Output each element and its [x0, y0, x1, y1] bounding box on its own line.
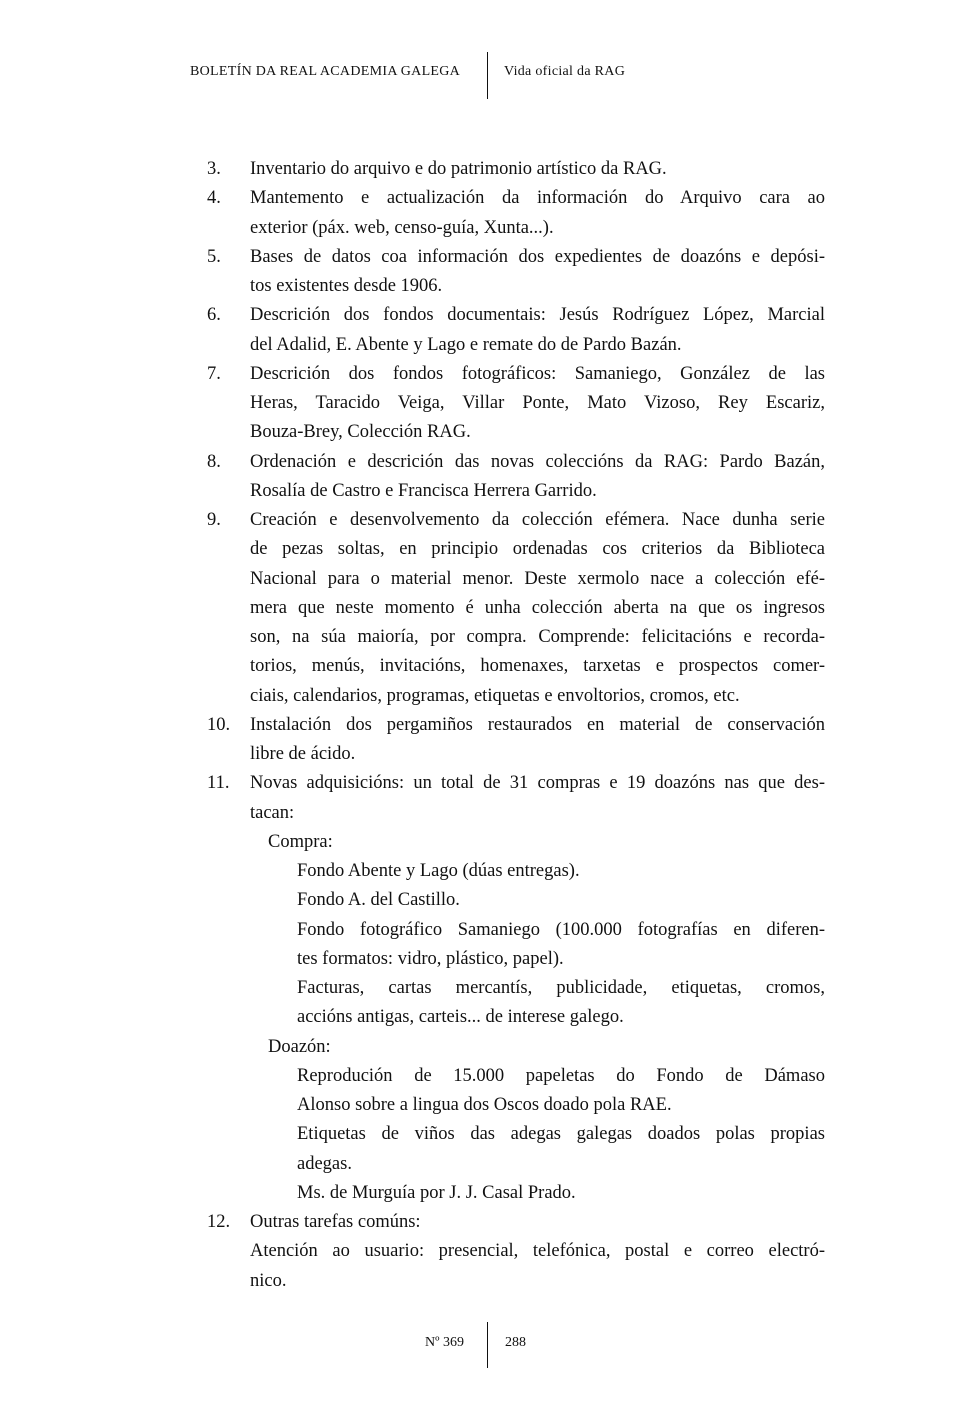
section-title: Vida oficial da RAG [504, 64, 626, 79]
acquisition-entry-line: Ms. de Murguía por J. J. Casal Prado. [297, 1182, 576, 1203]
list-item-line: Outras tarefas comúns: [250, 1212, 421, 1232]
list-item-line: Novas adquisicións: un total de 31 compras e 19 doazóns nas que des- [250, 773, 825, 794]
list-item-line: son, na súa maioría, por compra. Comprende: felicitacións e recorda- [250, 627, 825, 647]
list-item-line: Ordenación e descrición das novas coleccións da RAG: Pardo Bazán, [250, 451, 825, 472]
list-number: 5. [207, 246, 221, 267]
acquisition-entry-line: Etiquetas de viños das adegas galegas doados polas propias [297, 1124, 825, 1145]
acquisition-entry-line: Fondo fotográfico Samaniego (100.000 fotografías en diferen- [297, 919, 825, 940]
list-item-line: Nacional para o material menor. Deste xermolo nace a colección efé- [250, 568, 825, 589]
list-item-line: de pezas soltas, en principio ordenadas cos criterios da Biblioteca [250, 539, 825, 560]
acquisition-entry-line: Facturas, cartas mercantís, publicidade, etiquetas, cromos, [297, 978, 825, 998]
list-item-line: Atención ao usuario: presencial, telefónica, postal e correo electró- [250, 1241, 825, 1262]
acquisition-entry-line: Reprodución de 15.000 papeletas do Fondo de Dámaso [297, 1065, 825, 1086]
list-item-line: Instalación dos pergamiños restaurados en material de conservación [250, 714, 825, 735]
page-number: 288 [505, 1335, 526, 1350]
list-item-line: Rosalía de Castro e Francisca Herrera Garrido. [250, 480, 597, 501]
group-label: Compra: [268, 831, 333, 852]
list-item-line: exterior (páx. web, censo-guía, Xunta...). [250, 217, 554, 238]
list-number: 11. [207, 773, 230, 794]
list-number: 7. [207, 363, 221, 384]
list-item-line: Descrición dos fondos documentais: Jesús Rodríguez López, Marcial [250, 305, 825, 326]
list-item-line: tos existentes desde 1906. [250, 276, 443, 296]
acquisition-entry-line: Fondo Abente y Lago (dúas entregas). [297, 861, 580, 881]
list-item-line: mera que neste momento é unha colección aberta na que os ingresos [250, 597, 825, 618]
list-number: 12. [207, 1212, 231, 1232]
list-item-line: tacan: [250, 802, 295, 823]
list-number: 6. [207, 305, 221, 326]
acquisition-entry-line: accións antigas, carteis... de interese galego. [297, 1007, 624, 1028]
list-item-line: torios, menús, invitacións, homenaxes, tarxetas e prospectos comer- [250, 656, 825, 677]
list-item-line: Creación e desenvolvemento da colección efémera. Nace dunha serie [250, 510, 825, 530]
list-item-line: Mantemento e actualización da información do Arquivo cara ao [250, 188, 825, 209]
list-item-line: ciais, calendarios, programas, etiquetas e envoltorios, cromos, etc. [250, 685, 740, 706]
list-item-line: Heras, Taracido Veiga, Villar Ponte, Mato Vizoso, Rey Escariz, [250, 393, 825, 413]
acquisition-entry-line: Alonso sobre a lingua dos Oscos doado pola RAE. [297, 1095, 672, 1115]
list-item-line: Bouza-Brey, Colección RAG. [250, 422, 471, 443]
footer-divider [487, 1322, 488, 1368]
list-item-line: nico. [250, 1270, 287, 1291]
list-number: 10. [207, 714, 231, 735]
list-number: 8. [207, 451, 221, 472]
list-item-line: Bases de datos coa información dos expedientes de doazóns e depósi- [250, 246, 825, 267]
list-item-line: libre de ácido. [250, 744, 356, 764]
list-number: 3. [207, 159, 221, 179]
list-number: 4. [207, 188, 221, 209]
acquisition-entry-line: adegas. [297, 1153, 352, 1174]
group-label: Doazón: [268, 1036, 331, 1057]
issue-number: Nº 369 [425, 1335, 464, 1350]
list-number: 9. [207, 510, 221, 530]
list-item-line: Inventario do arquivo e do patrimonio artístico da RAG. [250, 159, 667, 179]
acquisition-entry-line: tes formatos: vidro, plástico, papel). [297, 948, 564, 969]
acquisition-entry-line: Fondo A. del Castillo. [297, 890, 460, 911]
journal-title: BOLETÍN DA REAL ACADEMIA GALEGA [190, 64, 461, 79]
list-item-line: Descrición dos fondos fotográficos: Samaniego, González de las [250, 363, 825, 384]
header-divider [487, 52, 488, 99]
list-item-line: del Adalid, E. Abente y Lago e remate do de Pardo Bazán. [250, 334, 682, 355]
